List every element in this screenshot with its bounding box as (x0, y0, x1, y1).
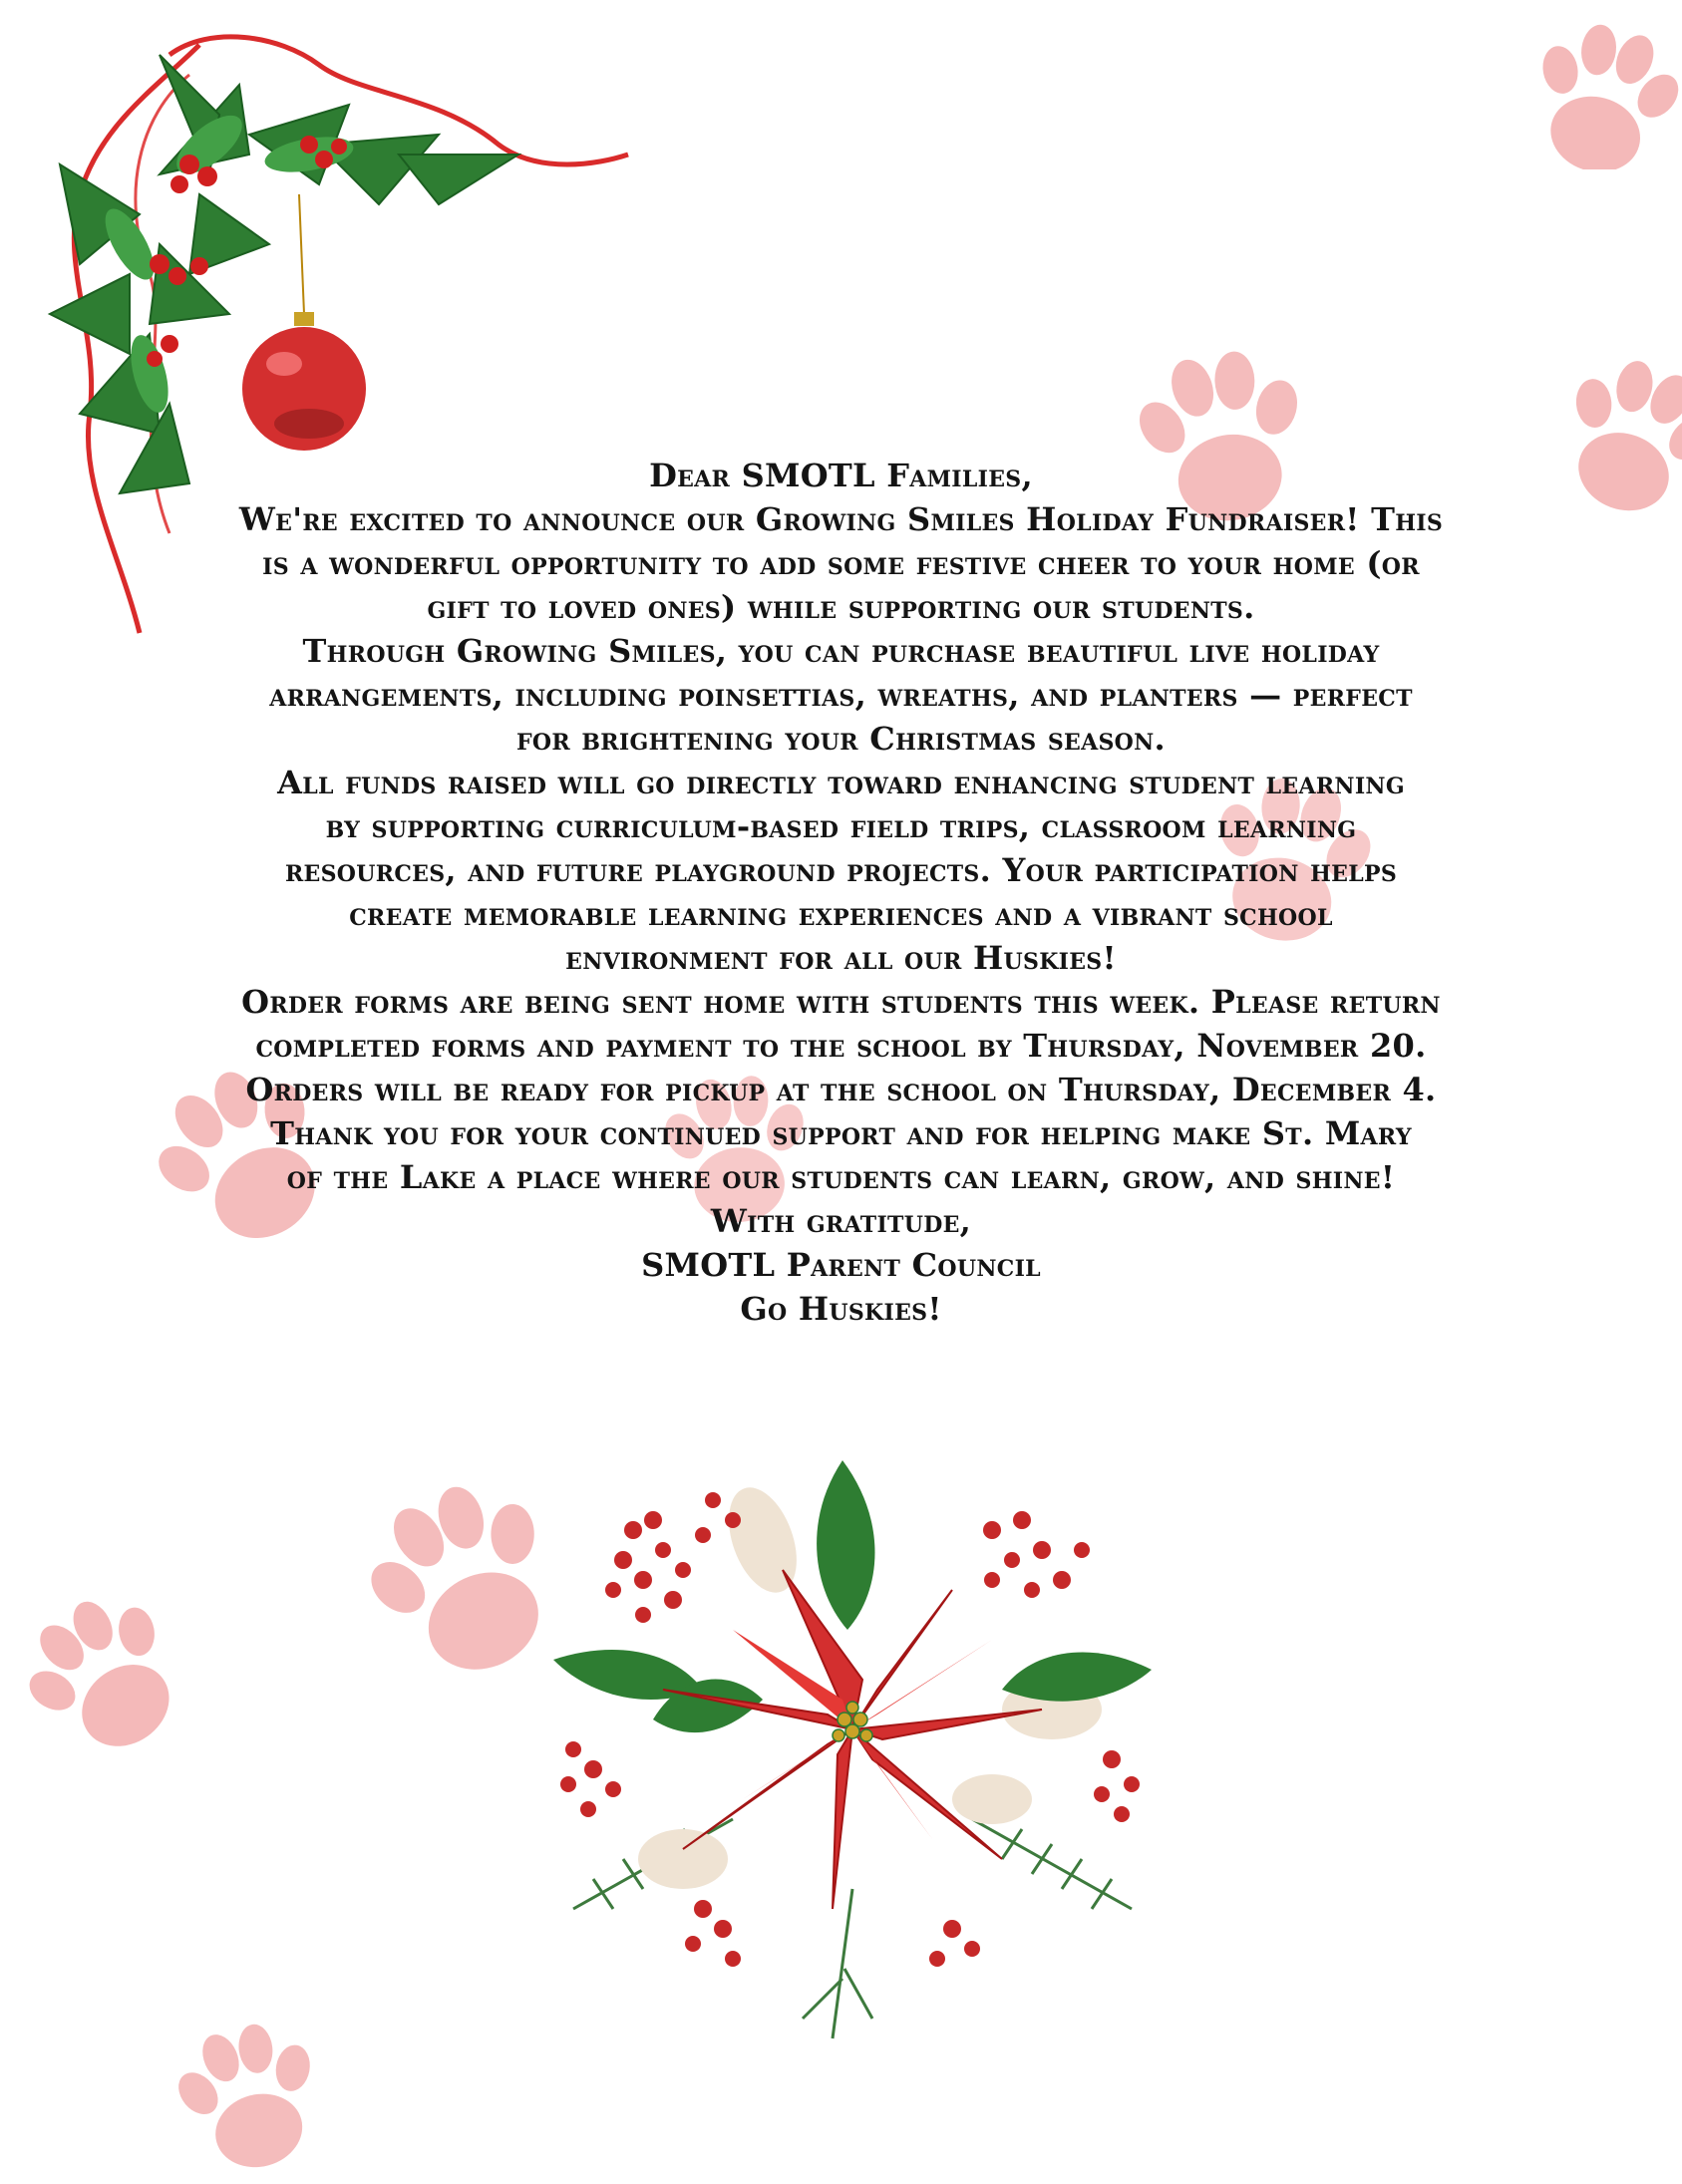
letter-line: completed forms and payment to the school by Thursday, November 20. (255, 1027, 1427, 1065)
fundraiser-letter (140, 454, 1542, 1331)
letter-line: We're excited to announce our Growing Smiles Holiday Fundraiser! This (238, 500, 1444, 538)
letter-closing: With gratitude, (710, 1202, 972, 1240)
letter-line: gift to loved ones) while supporting our students. (427, 588, 1255, 626)
letter-sign-off: Go Huskies! (740, 1290, 942, 1328)
letter-line: by supporting curriculum-based field trips, classroom learning (325, 807, 1357, 845)
letter-line: Through Growing Smiles, you can purchase beautiful live holiday (302, 632, 1380, 670)
letter-line: resources, and future playground projects. Your participation helps (284, 851, 1398, 889)
letter-line: Order forms are being sent home with students this week. Please return (241, 983, 1441, 1021)
letter-line: of the Lake a place where our students can learn, grow, and shine! (286, 1158, 1396, 1196)
letter-signature: SMOTL Parent Council (641, 1246, 1041, 1284)
letter-line: create memorable learning experiences and a vibrant school (349, 895, 1333, 933)
paw-print-icon (20, 1555, 209, 1784)
letter-line: environment for all our Huskies! (565, 939, 1117, 977)
poinsettia-bouquet-icon (533, 1440, 1172, 2058)
letter-line: for brightening your Christmas season. (516, 720, 1166, 758)
letter-line: Orders will be ready for pickup at the school on Thursday, December 4. (245, 1071, 1437, 1108)
letter-salutation: Dear SMOTL Families, (649, 457, 1033, 494)
letter-line: arrangements, including poinsettias, wreaths, and planters — perfect (269, 676, 1413, 714)
letter-line: Thank you for your continued support and for helping make St. Mary (270, 1114, 1412, 1152)
paw-print-icon (140, 2004, 369, 2184)
paw-print-icon (1506, 10, 1682, 169)
letter-line: is a wonderful opportunity to add some festive cheer to your home (or (262, 544, 1420, 582)
letter-line: All funds raised will go directly toward enhancing student learning (277, 764, 1405, 801)
paw-print-icon (1535, 319, 1682, 548)
